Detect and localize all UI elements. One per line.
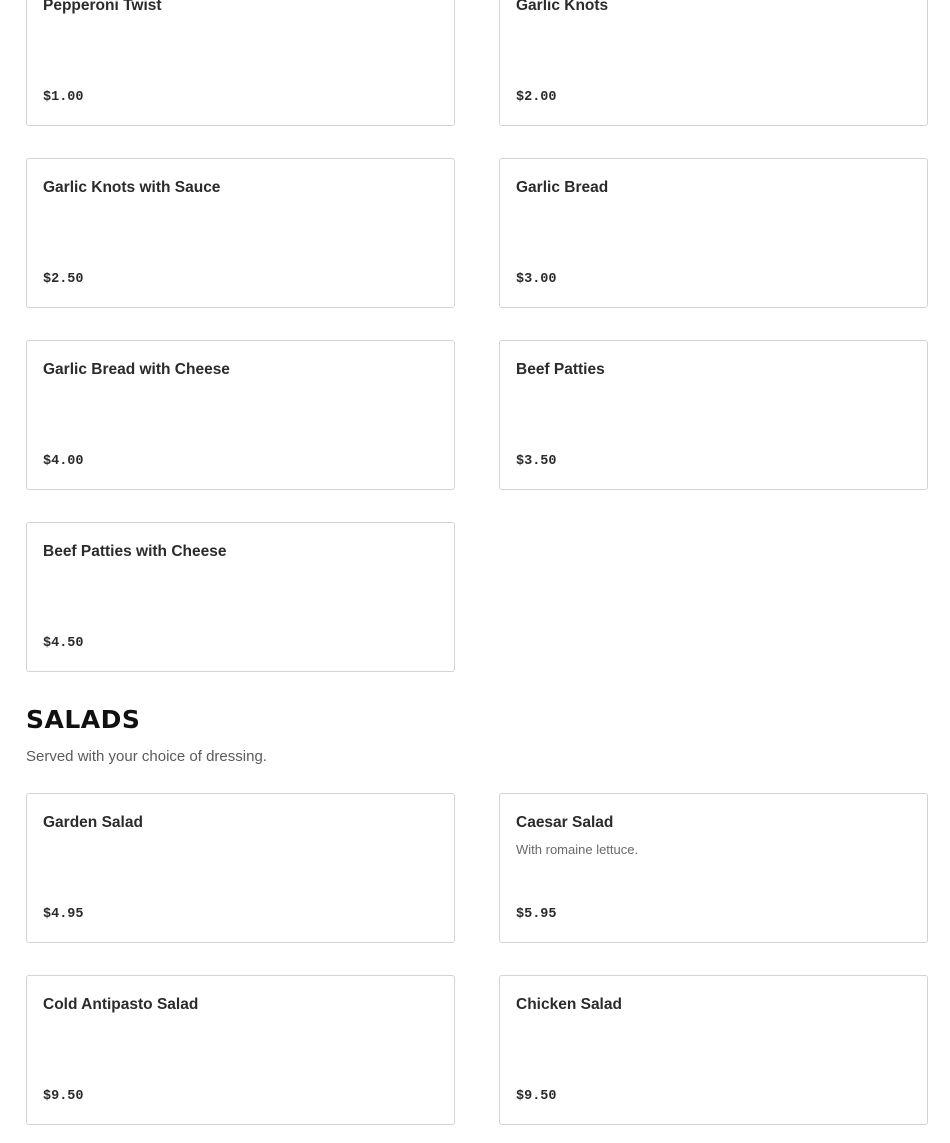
section-subtitle: Served with your choice of dressing.: [26, 748, 267, 765]
menu-item-card[interactable]: [499, 793, 928, 943]
item-price: $4.95: [43, 907, 84, 922]
menu-item-card[interactable]: [26, 340, 455, 490]
item-name: Beef Patties: [516, 361, 605, 378]
item-price: $5.95: [516, 907, 557, 922]
appetizers-grid: [26, 0, 928, 672]
menu-item-card[interactable]: [499, 975, 928, 1125]
item-name: Garlic Knots: [516, 0, 609, 14]
item-name: Beef Patties with Cheese: [43, 543, 227, 560]
item-price: $9.50: [516, 1089, 557, 1104]
item-price: $1.00: [43, 90, 84, 105]
item-price: $4.50: [43, 636, 84, 651]
item-name: Garlic Bread with Cheese: [43, 361, 230, 378]
menu-item-card[interactable]: [499, 0, 928, 126]
item-description: With romaine lettuce.: [516, 842, 639, 857]
item-price: $4.00: [43, 454, 84, 469]
salads-grid: [26, 793, 928, 1125]
menu-item-card[interactable]: [26, 0, 455, 126]
menu-item-card[interactable]: [499, 340, 928, 490]
menu-item-card[interactable]: [26, 975, 455, 1125]
menu-item-card[interactable]: [26, 158, 455, 308]
item-name: Caesar Salad: [516, 814, 614, 831]
menu-item-card[interactable]: [499, 158, 928, 308]
section-title-salads: SALADS: [26, 705, 141, 734]
item-name: Garlic Knots with Sauce: [43, 179, 221, 196]
item-name: Garden Salad: [43, 814, 143, 831]
item-name: Chicken Salad: [516, 996, 622, 1013]
item-price: $9.50: [43, 1089, 84, 1104]
item-price: $2.00: [516, 90, 557, 105]
item-name: Cold Antipasto Salad: [43, 996, 199, 1013]
item-price: $3.50: [516, 454, 557, 469]
item-price: $3.00: [516, 272, 557, 287]
item-name: Garlic Bread: [516, 179, 609, 196]
menu-item-card[interactable]: [26, 522, 455, 672]
item-name: Pepperoni Twist: [43, 0, 162, 14]
menu-item-card[interactable]: [26, 793, 455, 943]
item-price: $2.50: [43, 272, 84, 287]
